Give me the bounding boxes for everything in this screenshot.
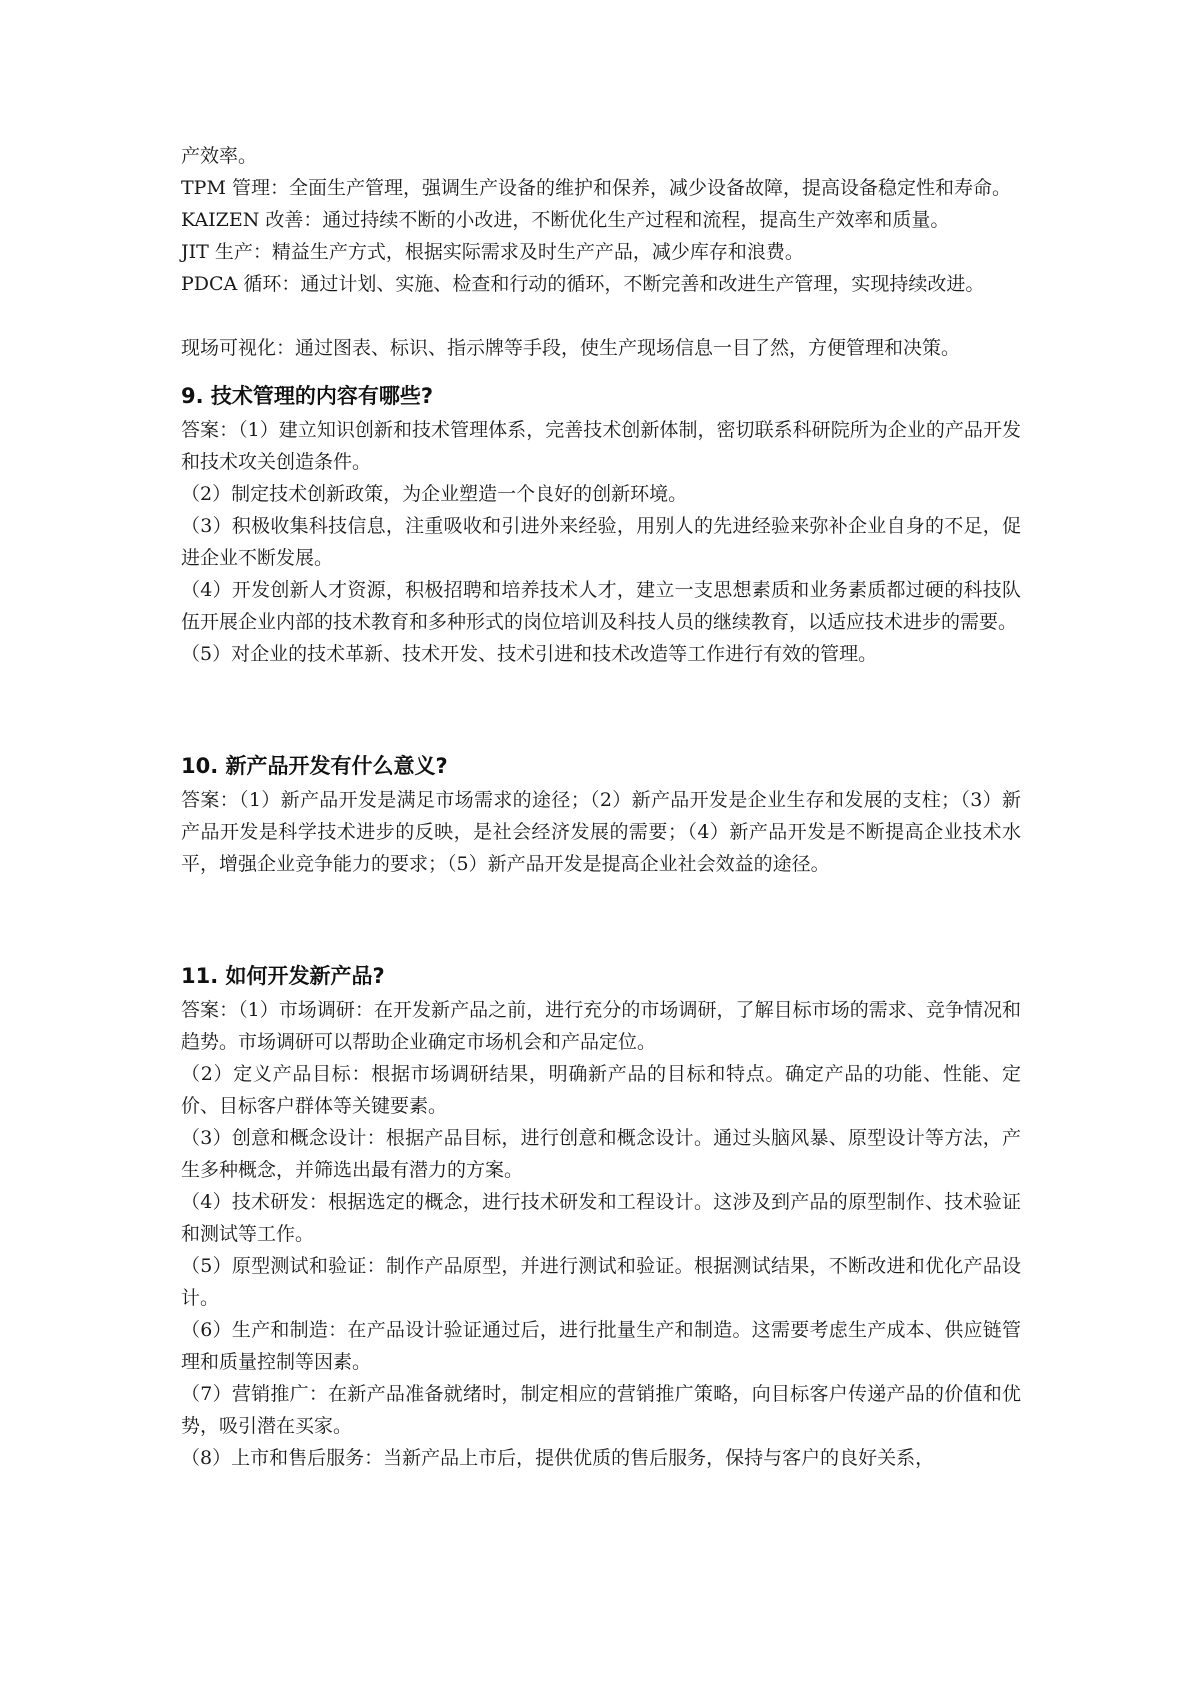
q9-answer-3: （3）积极收集科技信息，注重吸收和引进外来经验，用别人的先进经验来弥补企业自身的不足，促进企业不断发展。 — [181, 515, 1021, 569]
document-body — [181, 140, 1021, 1474]
q11-answer-4: （4）技术研发：根据选定的概念，进行技术研发和工程设计。这涉及到产品的原型制作、技术验证和测试等工作。 — [181, 1191, 1021, 1245]
q11-answer-8: （8）上市和售后服务：当新产品上市后，提供优质的售后服务，保持与客户的良好关系， — [181, 1447, 935, 1469]
intro-kaizen: KAIZEN 改善：通过持续不断的小改进，不断优化生产过程和流程，提高生产效率和质量。 — [181, 209, 950, 231]
q9-answer-1: 答案：（1）建立知识创新和技术管理体系，完善技术创新体制，密切联系科研院所为企业的产品开发和技术攻关创造条件。 — [181, 419, 1021, 473]
intro-pdca: PDCA 循环：通过计划、实施、检查和行动的循环，不断完善和改进生产管理，实现持续改进。 — [181, 273, 985, 295]
intro-continuation: 产效率。 — [181, 145, 258, 167]
q11-answer-7: （7）营销推广：在新产品准备就绪时，制定相应的营销推广策略，向目标客户传递产品的价值和优势，吸引潜在买家。 — [181, 1383, 1021, 1437]
intro-jit: JIT 生产：精益生产方式，根据实际需求及时生产产品，减少库存和浪费。 — [181, 241, 804, 263]
q9-answer-4: （4）开发创新人才资源，积极招聘和培养技术人才，建立一支思想素质和业务素质都过硬的科技队伍开展企业内部的技术教育和多种形式的岗位培训及科技人员的继续教育，以适应技术进步的需要。 — [181, 579, 1021, 633]
q9-answer-2: （2）制定技术创新政策，为企业塑造一个良好的创新环境。 — [181, 483, 688, 505]
spacer — [181, 300, 1021, 332]
spacer — [181, 670, 1021, 734]
intro-tpm: TPM 管理：全面生产管理，强调生产设备的维护和保养，减少设备故障，提高设备稳定性和寿命。 — [181, 177, 1011, 199]
q11-answer-5: （5）原型测试和验证：制作产品原型，并进行测试和验证。根据测试结果，不断改进和优化产品设计。 — [181, 1255, 1021, 1309]
q11-answer-6: （6）生产和制造：在产品设计验证通过后，进行批量生产和制造。这需要考虑生产成本、供应链管理和质量控制等因素。 — [181, 1319, 1021, 1373]
q10-answer: 答案：（1）新产品开发是满足市场需求的途径；（2）新产品开发是企业生存和发展的支柱；（3）新产品开发是科学技术进步的反映，是社会经济发展的需要；（4）新产品开发是不断提高企业技术水平，增强企业竞争能力的要求；（5）新产品开发是提高企业社会效益的途径。 — [181, 789, 1021, 875]
q11-heading: 11. 如何开发新产品? — [181, 964, 385, 988]
q10-heading: 10. 新产品开发有什么意义? — [181, 754, 448, 778]
q9-heading: 9. 技术管理的内容有哪些? — [181, 384, 434, 408]
intro-visual: 现场可视化：通过图表、标识、指示牌等手段，使生产现场信息一目了然，方便管理和决策。 — [181, 337, 961, 359]
q11-answer-3: （3）创意和概念设计：根据产品目标，进行创意和概念设计。通过头脑风暴、原型设计等方法，产生多种概念，并筛选出最有潜力的方案。 — [181, 1127, 1021, 1181]
q11-answer-1: 答案：（1）市场调研：在开发新产品之前，进行充分的市场调研，了解目标市场的需求、竞争情况和趋势。市场调研可以帮助企业确定市场机会和产品定位。 — [181, 999, 1021, 1053]
q9-answer-5: （5）对企业的技术革新、技术开发、技术引进和技术改造等工作进行有效的管理。 — [181, 643, 878, 665]
q11-answer-2: （2）定义产品目标：根据市场调研结果，明确新产品的目标和特点。确定产品的功能、性能、定价、目标客户群体等关键要素。 — [181, 1063, 1021, 1117]
spacer — [181, 880, 1021, 944]
